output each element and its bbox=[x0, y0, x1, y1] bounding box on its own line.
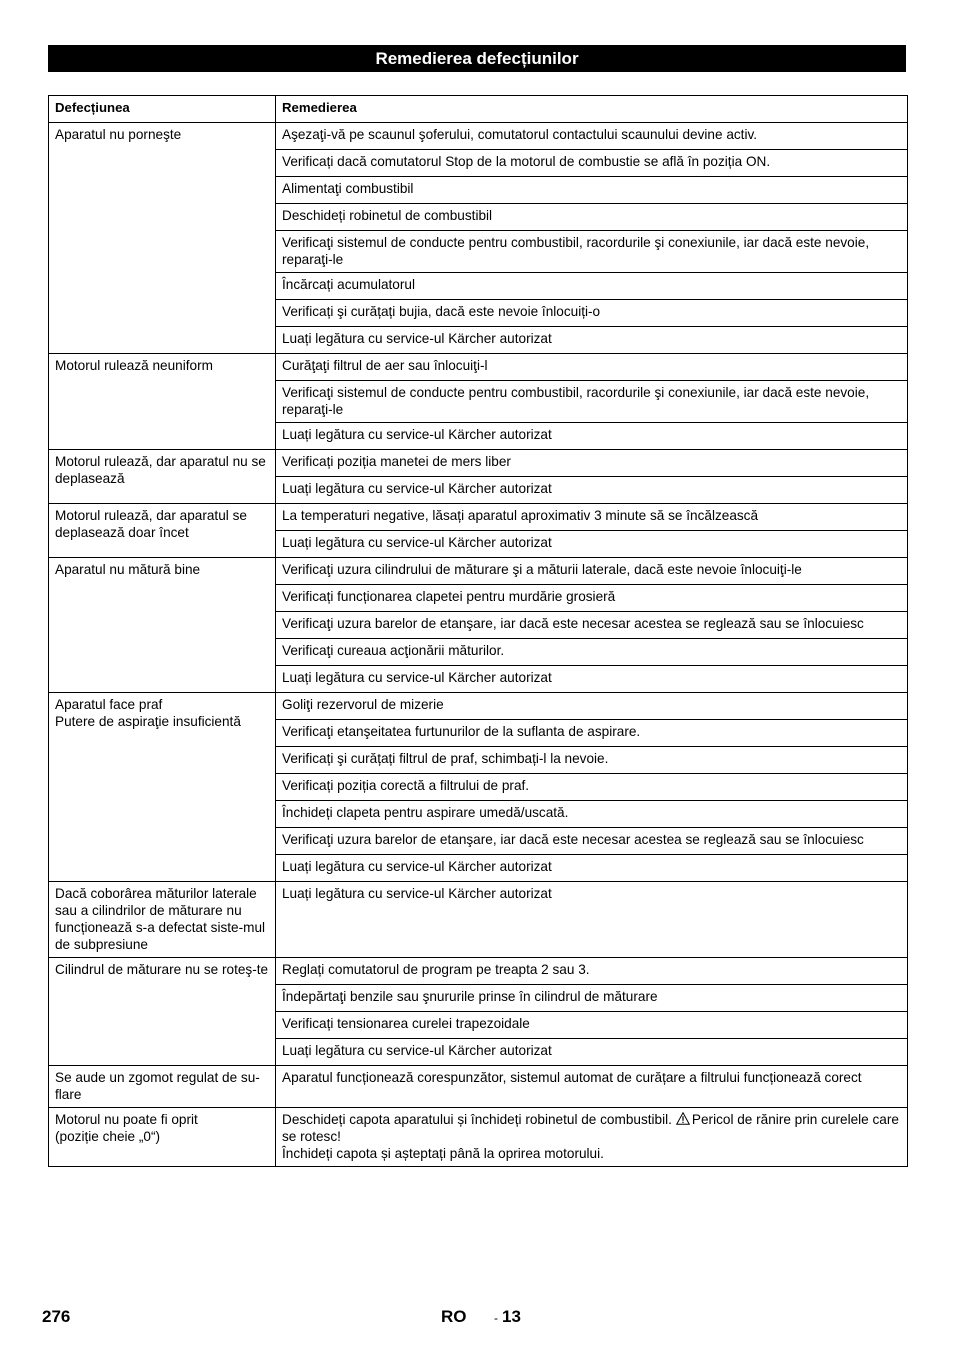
table-row bbox=[49, 354, 908, 381]
remedy-cell: Verificați funcționarea clapetei pentru murdărie grosieră bbox=[276, 585, 908, 612]
remedy-cell: Luați legătura cu service-ul Kärcher autorizat bbox=[276, 477, 908, 504]
language-code: RO bbox=[441, 1307, 467, 1326]
fault-cell: Aparatul nu porneşte bbox=[49, 123, 276, 354]
remedy-cell: Verificați poziția manetei de mers liber bbox=[276, 450, 908, 477]
remedy-cell: Luați legătura cu service-ul Kärcher autorizat bbox=[276, 666, 908, 693]
remedy-cell: Luați legătura cu service-ul Kärcher autorizat bbox=[276, 423, 908, 450]
fault-cell: Motorul rulează, dar aparatul se deplasează doar încet bbox=[49, 504, 276, 558]
remedy-cell: Verificați şi curățați filtrul de praf, schimbați-l la nevoie. bbox=[276, 747, 908, 774]
remedy-text: Deschideți capota aparatului și închideți robinetul de combustibil. bbox=[282, 1112, 672, 1127]
remedy-cell: Deschideți robinetul de combustibil bbox=[276, 204, 908, 231]
table-row bbox=[49, 504, 908, 531]
remedy-cell: Verificaţi uzura barelor de etanşare, iar dacă este necesar acestea se reglează sau se înlocuiesc bbox=[276, 612, 908, 639]
fault-cell: Motorul rulează, dar aparatul nu se deplasează bbox=[49, 450, 276, 504]
remedy-cell: Aşezaţi-vă pe scaunul şoferului, comutatorul contactului scaunului devine activ. bbox=[276, 123, 908, 150]
remedy-cell bbox=[276, 1108, 908, 1167]
remedy-cell: Goliţi rezervorul de mizerie bbox=[276, 693, 908, 720]
table-row bbox=[49, 1108, 908, 1167]
fault-cell: Cilindrul de măturare nu se roteş-te bbox=[49, 958, 276, 1066]
section-page-number bbox=[494, 1307, 521, 1327]
remedy-text: Închideți capota și așteptați până la oprirea motorului. bbox=[282, 1146, 604, 1161]
warning-text: Pericol de rănire prin curelele care se rotesc! bbox=[282, 1112, 899, 1144]
remedy-cell: Verificați tensionarea curelei trapezoidale bbox=[276, 1012, 908, 1039]
remedy-cell: Verificați poziția corectă a filtrului de praf. bbox=[276, 774, 908, 801]
column-header-remedy: Remedierea bbox=[276, 96, 908, 123]
fault-cell: Dacă coborârea măturilor laterale sau a cilindrilor de măturare nu funcționează s-a defectat siste-mul de subpresiune bbox=[49, 882, 276, 958]
remedy-cell: Luați legătura cu service-ul Kärcher autorizat bbox=[276, 327, 908, 354]
page-dash: - bbox=[494, 1311, 498, 1325]
remedy-cell: Verificaţi sistemul de conducte pentru combustibil, racordurile şi conexiunile, iar dacă este nevoie, reparaţi-le bbox=[276, 231, 908, 273]
remedy-cell: Verificaţi etanşeitatea furtunurilor de la suflanta de aspirare. bbox=[276, 720, 908, 747]
fault-cell: Se aude un zgomot regulat de su-flare bbox=[49, 1066, 276, 1108]
section-page-value: 13 bbox=[502, 1307, 521, 1326]
table-row bbox=[49, 958, 908, 985]
table-row bbox=[49, 123, 908, 150]
remedy-cell: Reglați comutatorul de program pe treapta 2 sau 3. bbox=[276, 958, 908, 985]
remedy-cell: Luați legătura cu service-ul Kärcher autorizat bbox=[276, 1039, 908, 1066]
page-title: Remedierea defecțiunilor bbox=[48, 45, 906, 72]
column-header-fault: Defecțiunea bbox=[49, 96, 276, 123]
fault-cell: Motorul rulează neuniform bbox=[49, 354, 276, 450]
remedy-cell: Luați legătura cu service-ul Kärcher autorizat bbox=[276, 882, 908, 958]
remedy-cell: Verificați dacă comutatorul Stop de la motorul de combustie se află în poziția ON. bbox=[276, 150, 908, 177]
remedy-cell: Închideți clapeta pentru aspirare umedă/uscată. bbox=[276, 801, 908, 828]
remedy-cell: Îndepărtaţi benzile sau şnururile prinse în cilindrul de măturare bbox=[276, 985, 908, 1012]
remedy-cell: Alimentaţi combustibil bbox=[276, 177, 908, 204]
table-header-row bbox=[49, 96, 908, 123]
table-row bbox=[49, 882, 908, 958]
fault-cell: Motorul nu poate fi oprit (poziție cheie „0“) bbox=[49, 1108, 276, 1167]
table-row bbox=[49, 1066, 908, 1108]
remedy-cell: Verificați şi curățați bujia, dacă este nevoie înlocuiți-o bbox=[276, 300, 908, 327]
remedy-cell: Verificaţi uzura barelor de etanşare, iar dacă este necesar acestea se reglează sau se înlocuiesc bbox=[276, 828, 908, 855]
remedy-cell: Luați legătura cu service-ul Kärcher autorizat bbox=[276, 855, 908, 882]
page-number: 276 bbox=[42, 1307, 71, 1326]
remedy-cell: Curăţaţi filtrul de aer sau înlocuiţi-l bbox=[276, 354, 908, 381]
troubleshooting-table bbox=[48, 95, 908, 1167]
fault-cell: Aparatul nu mătură bine bbox=[49, 558, 276, 693]
fault-cell: Aparatul face praf Putere de aspiraţie insuficientă bbox=[49, 693, 276, 882]
table-row bbox=[49, 558, 908, 585]
remedy-cell: Aparatul funcționează corespunzător, sistemul automat de curățare a filtrului funcționează corect bbox=[276, 1066, 908, 1108]
table-row bbox=[49, 693, 908, 720]
table-row bbox=[49, 450, 908, 477]
warning-triangle-icon bbox=[676, 1112, 690, 1125]
remedy-cell: Luați legătura cu service-ul Kärcher autorizat bbox=[276, 531, 908, 558]
remedy-cell: Verificaţi cureaua acţionării măturilor. bbox=[276, 639, 908, 666]
remedy-cell: Verificaţi uzura cilindrului de măturare şi a măturii laterale, dacă este nevoie înlocuiţi-le bbox=[276, 558, 908, 585]
remedy-cell: Încărcați acumulatorul bbox=[276, 273, 908, 300]
remedy-cell: La temperaturi negative, lăsați aparatul aproximativ 3 minute să se încălzească bbox=[276, 504, 908, 531]
remedy-cell: Verificaţi sistemul de conducte pentru combustibil, racordurile şi conexiunile, iar dacă este nevoie, reparaţi-le bbox=[276, 381, 908, 423]
